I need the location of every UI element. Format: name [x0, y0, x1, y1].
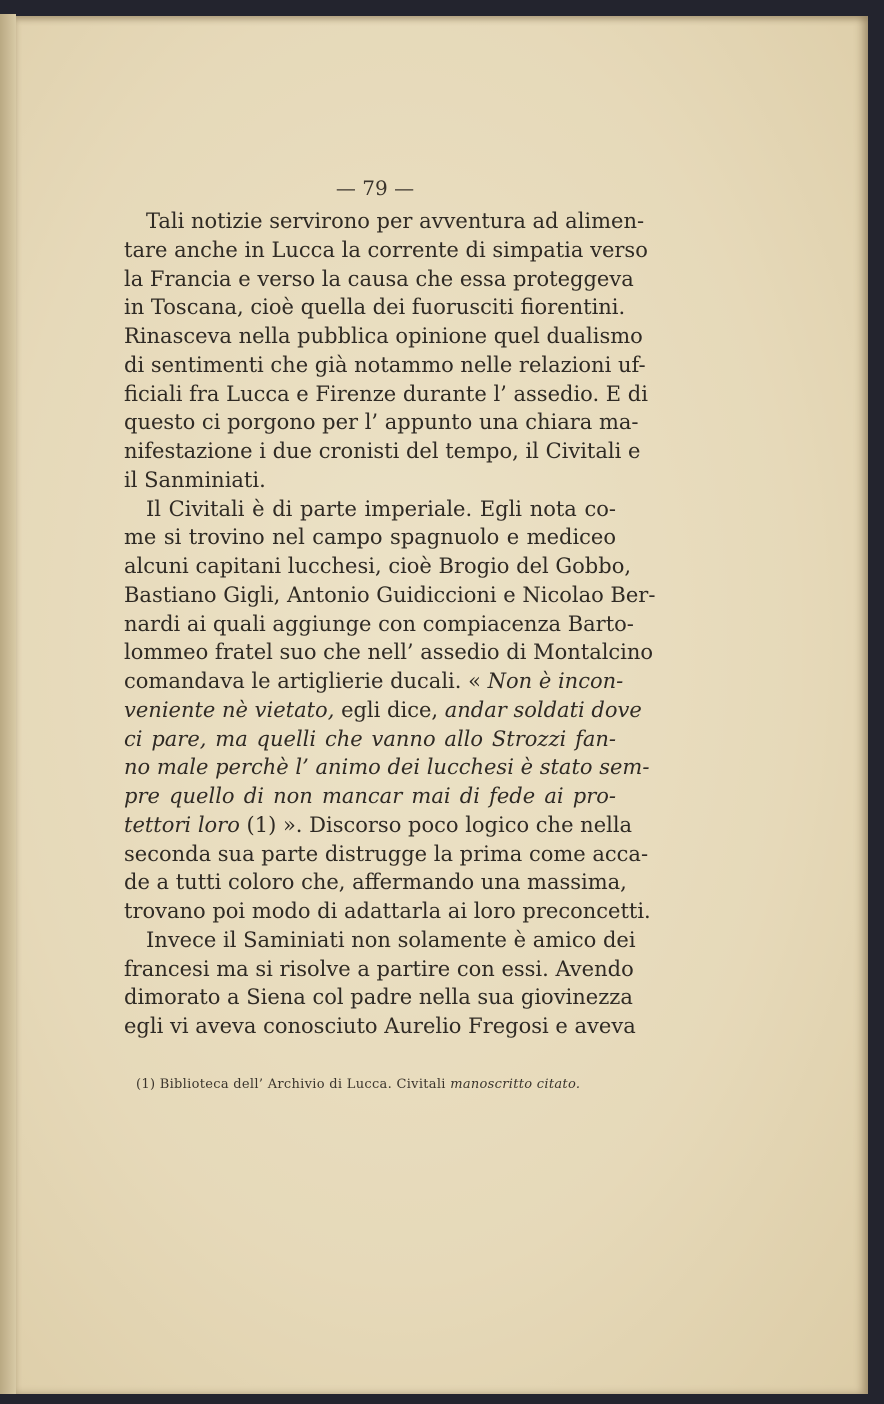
text-line: [124, 466, 616, 495]
text-segment: nifestazione i due cronisti del tempo, il Civitali e: [124, 439, 641, 463]
text-segment: me si trovino nel campo spagnuolo e mediceo: [124, 525, 616, 550]
footnote-text: (1) Biblioteca dell’ Archivio di Lucca. Civitali: [136, 1077, 451, 1092]
text-line: [124, 725, 616, 754]
text-line: [124, 380, 648, 409]
text-segment: francesi ma si risolve a partire con essi. Avendo: [124, 956, 634, 981]
text-segment: seconda sua parte distrugge la prima come acca-: [124, 841, 649, 866]
text-line: [124, 811, 633, 840]
book-spine-edge: [0, 14, 16, 1394]
text-line: [124, 408, 639, 437]
text-line: [124, 236, 648, 265]
text-line: [124, 983, 633, 1012]
text-line: [124, 207, 645, 236]
footnote: [136, 1077, 586, 1092]
text-segment: de a tutti coloro che, affermando una massima,: [124, 870, 627, 895]
text-segment: alcuni capitani lucchesi, cioè Brogio del Gobbo,: [124, 554, 632, 578]
italic-text: tettori loro: [124, 812, 240, 837]
text-line: [124, 868, 627, 897]
text-segment: il Sanminiati.: [124, 467, 266, 492]
italic-text: Non è incon-: [487, 669, 624, 693]
text-line: [124, 840, 649, 869]
text-segment: trovano poi modo di adattarla ai loro preconcetti.: [124, 899, 651, 923]
text-segment: egli dice,: [334, 697, 445, 722]
text-line: [124, 667, 624, 696]
text-line: [124, 782, 616, 811]
text-line: [124, 897, 651, 926]
text-segment: tare anche in Lucca la corrente di simpatia verso: [124, 237, 648, 262]
text-segment: (1) ». Discorso poco logico che nella: [239, 812, 633, 837]
footnote-italic: manoscritto citato.: [450, 1077, 581, 1092]
page-number: — 79 —: [335, 176, 415, 200]
body-text: [124, 207, 656, 1041]
text-line: [124, 351, 646, 380]
text-segment: in Toscana, cioè quella dei fuorusciti fiorentini.: [124, 295, 626, 320]
text-line: [124, 696, 642, 725]
text-segment: Invece il Saminiati non solamente è amico dei: [146, 927, 636, 952]
text-line: [124, 610, 634, 639]
text-segment: la Francia e verso la causa che essa proteggeva: [124, 266, 634, 291]
text-segment: lommeo fratel suo che nell’ assedio di Montalcino: [124, 640, 654, 665]
text-line: [124, 552, 632, 581]
text-segment: Il Civitali è di parte imperiale. Egli nota co-: [146, 496, 616, 521]
text-segment: Rinasceva nella pubblica opinione quel dualismo: [124, 324, 643, 348]
text-segment: questo ci porgono per l’ appunto una chiara ma-: [124, 410, 639, 435]
text-line: [124, 581, 656, 610]
italic-text: no male perchè l’ animo dei lucchesi è stato sem-: [124, 755, 650, 780]
text-line: [124, 523, 616, 552]
text-segment: Bastiano Gigli, Antonio Guidiccioni e Nicolao Ber-: [124, 582, 656, 607]
text-line: [124, 1012, 636, 1041]
text-segment: ficiali fra Lucca e Firenze durante l’ assedio. E di: [124, 381, 648, 406]
text-segment: egli vi aveva conosciuto Aurelio Fregosi e aveva: [124, 1014, 636, 1038]
text-line: [124, 293, 626, 322]
text-segment: di sentimenti che già notammo nelle relazioni uf-: [124, 352, 646, 377]
text-segment: comandava le artiglierie ducali. «: [124, 669, 488, 693]
italic-text: pre quello di non mancar mai di fede ai pro-: [124, 784, 616, 808]
italic-text: ci pare, ma quelli che vanno allo Strozzi fan-: [124, 726, 616, 751]
italic-text: andar soldati dove: [444, 697, 642, 722]
text-line: [124, 753, 650, 782]
italic-text: veniente nè vietato,: [124, 697, 335, 722]
text-line: [124, 638, 654, 667]
text-line: [124, 322, 643, 351]
text-segment: dimorato a Siena col padre nella sua giovinezza: [124, 985, 633, 1010]
text-segment: nardi ai quali aggiunge con compiacenza Barto-: [124, 611, 634, 636]
text-line: [124, 265, 634, 294]
text-line: [124, 955, 634, 984]
text-line: [124, 437, 641, 466]
text-line: [124, 926, 636, 955]
text-segment: Tali notizie servirono per avventura ad alimen-: [146, 209, 645, 233]
text-line: [124, 495, 616, 524]
